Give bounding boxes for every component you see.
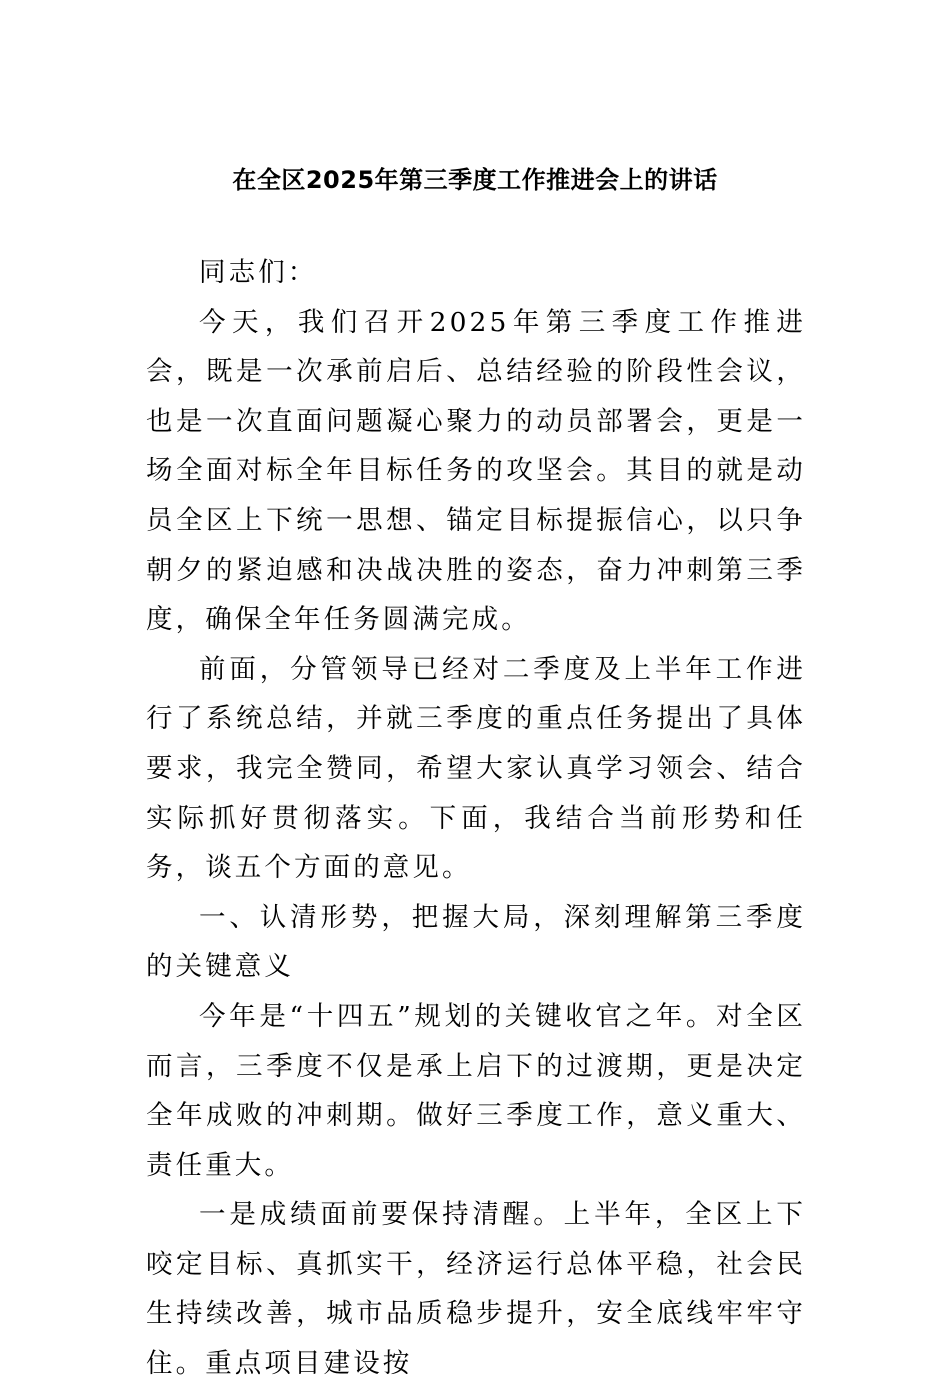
section-heading: 一、认清形势，把握大局，深刻理解第三季度的关键意义 — [146, 901, 806, 983]
body-paragraph: 今天，我们召开2025年第三季度工作推进会，既是一次承前启后、总结经验的阶段性会议，也是一次直面问题凝心聚力的动员部署会，更是一场全面对标全年目标任务的攻坚会。其目的就是动员全区上下统一思想、锚定目标提振信心，以只争朝夕的紧迫感和决战决胜的姿态，奋力冲刺第三季度，确保全年任务圆满完成。 — [146, 306, 806, 636]
body-paragraph: 今年是“十四五”规划的关键收官之年。对全区而言，三季度不仅是承上启下的过渡期，更是决定全年成败的冲刺期。做好三季度工作，意义重大、责任重大。 — [146, 1000, 806, 1181]
document-title: 在全区2025年第三季度工作推进会上的讲话 — [232, 166, 718, 194]
body-paragraph: 一是成绩面前要保持清醒。上半年，全区上下咬定目标、真抓实干，经济运行总体平稳，社会民生持续改善，城市品质稳步提升，安全底线牢牢守住。重点项目建设按 — [146, 1199, 806, 1380]
document-body — [146, 248, 806, 1389]
greeting-paragraph: 同志们： — [199, 257, 318, 288]
body-paragraph: 前面，分管领导已经对二季度及上半年工作进行了系统总结，并就三季度的重点任务提出了具体要求，我完全赞同，希望大家认真学习领会、结合实际抓好贯彻落实。下面，我结合当前形势和任务，谈五个方面的意见。 — [146, 653, 806, 884]
